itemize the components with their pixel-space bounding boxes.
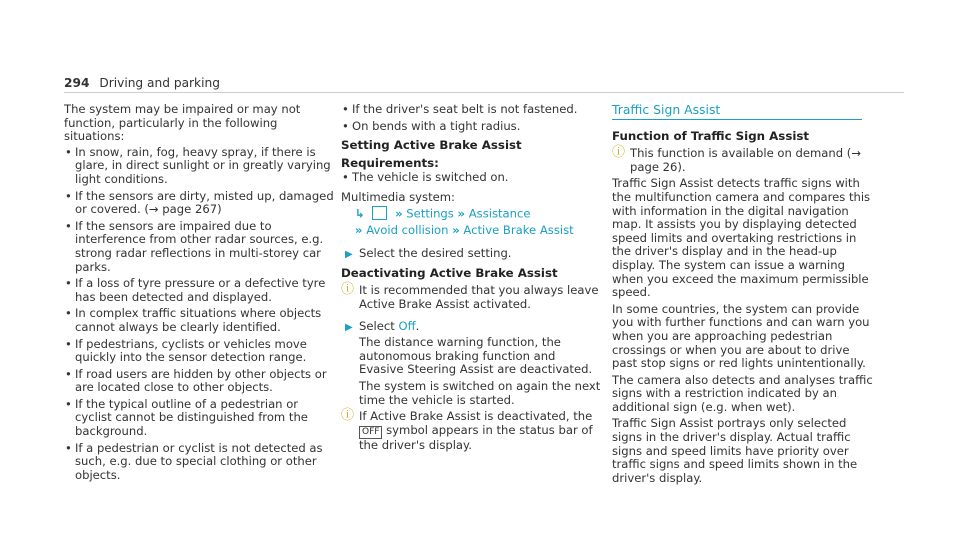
- requirements-list: [341, 171, 603, 185]
- section-heading: Traffic Sign Assist: [612, 103, 862, 120]
- list-item: • If a loss of tyre pressure or a defective tyre has been detected and displayed.: [64, 277, 334, 304]
- info-icon: ⓘ: [341, 282, 355, 298]
- list-item: • If the typical outline of a pedestrian or cyclist cannot be distinguished from the background.: [64, 398, 334, 439]
- path-assistance: Assistance: [468, 206, 531, 221]
- heading-deactivate: Deactivating Active Brake Assist: [341, 265, 558, 280]
- list-item: • In complex traffic situations where objects cannot always be clearly identified.: [64, 307, 334, 334]
- step-select-off: ▶ Select Off.: [345, 318, 420, 333]
- abs-off-symbol-icon: OFF: [359, 426, 382, 439]
- intro-text: The system may be impaired or may not function, particularly in the following situations:: [64, 102, 301, 144]
- requirements-label: Requirements:: [341, 155, 439, 170]
- double-chevron-icon: »: [452, 222, 460, 237]
- paragraph: In some countries, the system can provide you with further functions and can warn you when you are approaching pedestrian crossings or when you are about to drive past stop signs or red lights unintentionally.: [612, 301, 870, 371]
- paragraph: Traffic Sign Assist detects traffic signs with the multifunction camera and compares this with information in the digital navigation map. It assists you by displaying detected speed limits and overtaking restrictions in the driver's display and in the head-up display. The system can issue a warning when you exceed the maximum permissible speed.: [612, 176, 871, 300]
- double-chevron-icon: »: [355, 222, 363, 237]
- section-title: Driving and parking: [99, 76, 220, 90]
- column-right: [612, 103, 874, 487]
- list-item: • If a pedestrian or cyclist is not detected as such, e.g. due to special clothing or other objects.: [64, 442, 334, 483]
- situation-list-cont: [341, 103, 603, 133]
- list-item: • If the sensors are impaired due to interference from other radar sources, e.g. strong radar reflections in multi-storey car parks.: [64, 220, 334, 274]
- path-start-icon: ↳: [355, 206, 365, 221]
- paragraph: The camera also detects and analyses traffic signs with a restriction indicated by an additional sign (e.g. when wet).: [612, 372, 873, 414]
- column-left: [64, 103, 334, 485]
- header-rule: [64, 92, 904, 93]
- home-icon: [372, 206, 387, 220]
- info-icon: ⓘ: [612, 145, 626, 161]
- list-item: • If road users are hidden by other objects or are located close to other objects.: [64, 368, 334, 395]
- step-arrow-icon: ▶: [345, 321, 353, 333]
- path-avoid: Avoid collision: [366, 222, 449, 237]
- page-header: [64, 76, 220, 90]
- list-item: • On bends with a tight radius.: [341, 120, 603, 134]
- step-select-setting: ▶ Select the desired setting.: [345, 246, 512, 261]
- note-availability: ⓘ This function is available on demand (→ page 26).: [612, 145, 862, 174]
- restart-text: The system is switched on again the next time the vehicle is started.: [359, 379, 601, 407]
- list-item: • If pedestrians, cyclists or vehicles move quickly into the sensor detection range.: [64, 338, 334, 365]
- path-abs: Active Brake Assist: [463, 222, 574, 237]
- list-item: • The vehicle is switched on.: [341, 171, 603, 185]
- select-detail: The distance warning function, the autonomous braking function and Evasive Steering Assist are deactivated.: [359, 335, 593, 377]
- menu-path-cont: [341, 224, 603, 238]
- step-arrow-icon: ▶: [345, 249, 353, 261]
- column-middle: [341, 103, 603, 452]
- list-item: • If the sensors are dirty, misted up, damaged or covered. (→ page 267): [64, 190, 334, 217]
- paragraph: Traffic Sign Assist portrays only selected signs in the driver's display. Actual traffic signs and speed limits have priority over traffic signs and speed limits shown in the driver's display.: [612, 416, 858, 485]
- path-settings: Settings: [406, 206, 454, 221]
- double-chevron-icon: »: [395, 206, 403, 221]
- heading-function: Function of Traffic Sign Assist: [612, 128, 810, 143]
- list-item: • In snow, rain, fog, heavy spray, if there is glare, in direct sunlight or in greatly varying light conditions.: [64, 146, 334, 187]
- note-recommend: ⓘ It is recommended that you always leave Active Brake Assist activated.: [341, 282, 599, 312]
- situation-list: [64, 146, 334, 483]
- note-deactivated: ⓘ If Active Brake Assist is deactivated, the OFF symbol appears in the status bar of the driver's display.: [341, 408, 593, 452]
- off-option: Off: [398, 318, 416, 333]
- menu-path: [341, 207, 603, 221]
- info-icon: ⓘ: [341, 408, 355, 424]
- list-item: • If the driver's seat belt is not fastened.: [341, 103, 603, 117]
- double-chevron-icon: »: [457, 206, 466, 221]
- heading-setting: Setting Active Brake Assist: [341, 138, 522, 153]
- page-number: 294: [64, 76, 90, 90]
- multimedia-label: Multimedia system:: [341, 189, 455, 204]
